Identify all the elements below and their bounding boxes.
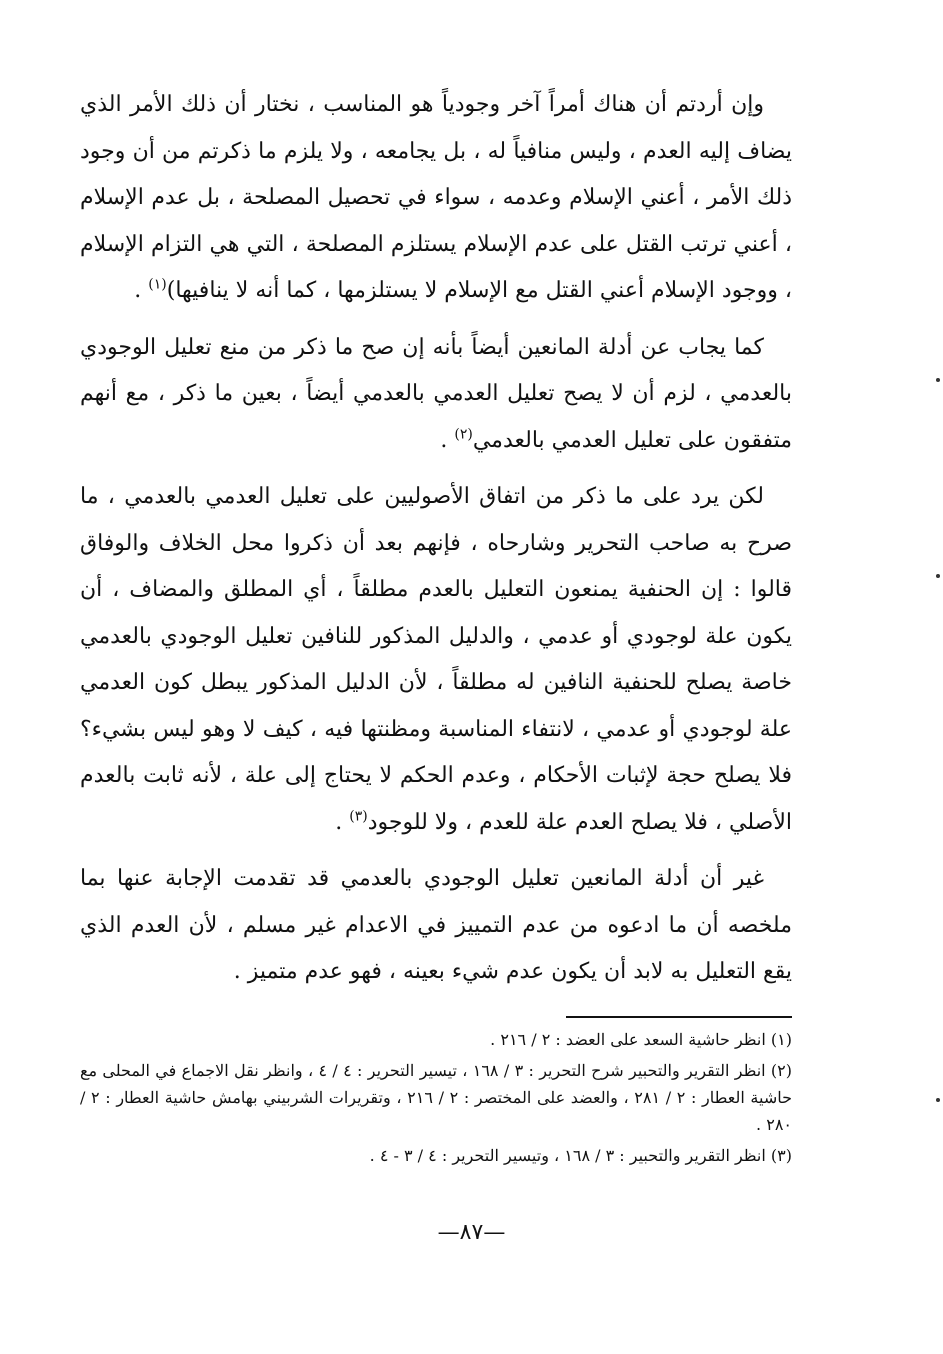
footnote-divider <box>566 1016 792 1018</box>
margin-speck <box>936 1098 940 1102</box>
page-number: —٨٧— <box>437 1220 506 1245</box>
paragraph-1 <box>80 82 792 315</box>
paragraph-3 <box>80 474 792 846</box>
footnote-ref-3: (٣) <box>349 808 368 825</box>
paragraph-2-end: . <box>440 427 455 453</box>
main-text <box>80 82 792 1006</box>
margin-speck <box>936 378 940 382</box>
footnote-ref-1: (١) <box>148 276 167 293</box>
paragraph-2-text: كما يجاب عن أدلة المانعين أيضاً بأنه إن صح ما ذكر من منع تعليل الوجودي بالعدمي ، لزم أن لا يصح تعليل العدمي بالعدمي أيضاً ، بعين ما ذكر ، مع أنهم متفقون على تعليل العدمي بالعدمي <box>80 334 792 453</box>
footnote-2: (٢) انظر التقرير والتحبير شرح التحرير : ٣ / ١٦٨ ، تيسير التحرير : ٤ / ٤ ، وانظر نقل الاجماع في المحلى مع حاشية العطار : ٢ / ٢٨١ ، والعضد على المختصر : ٢ / ٢١٦ ، وتقريرات الشربيني بهامش حاشية العطار : ٢ / ٢٨٠ . <box>80 1061 793 1134</box>
paragraph-3-end: . <box>335 809 350 835</box>
margin-speck <box>936 574 940 578</box>
paragraph-1-end: . <box>134 278 149 303</box>
paragraph-4-text: غير أن أدلة المانعين تعليل الوجودي بالعدمي قد تقدمت الإجابة عنها بما ملخصه أن ما ادعوه من عدم التمييز في الاعدام غير مسلم ، لأن العدم الذي يقع التعليل به لابد أن يكون عدم شيء بعينه ، فهو عدم متميز . <box>80 866 792 984</box>
paragraph-4 <box>80 856 792 996</box>
paragraph-1-text: وإن أردتم أن هناك أمراً آخر وجودياً هو المناسب ، نختار أن ذلك الأمر الذي يضاف إليه العدم ، وليس منافياً له ، بل يجامعه ، ولا يلزم ما ذكرتم من أن وجود ذلك الأمر ، أعني الإسلام وعدمه ، سواء في تحصيل المصلحة ، بل عدم الإسلام ، أعني ترتب القتل على عدم الإسلام يستلزم المصلحة ، التي هي التزام الإسلام ، ووجود الإسلام أعني القتل مع الإسلام لا يستلزمها ، كما أنه لا ينافيها) <box>80 92 792 303</box>
footnotes <box>80 1026 792 1173</box>
footnote-3: (٣) انظر التقرير والتحبير : ٣ / ١٦٨ ، وتيسير التحرير : ٤ / ٣ - ٤ . <box>369 1146 792 1165</box>
paragraph-3-text: لكن يرد على ما ذكر من اتفاق الأصوليين على تعليل العدمي بالعدمي ، ما صرح به صاحب التحرير وشارحاه ، فإنهم بعد أن ذكروا محل الخلاف والوفاق قالوا : إن الحنفية يمنعون التعليل بالعدم مطلقاً ، أي المطلق والمضاف ، أن يكون علة لوجودي أو عدمي ، والدليل المذكور للنافين تعليل الوجودي بالعدمي خاصة يصلح للحنفية النافين له مطلقاً ، لأن الدليل المذكور يبطل كون العدمي علة لوجودي أو عدمي ، لانتفاء المناسبة ومظنتها فيه ، كيف لا وهو ليس بشيء؟ فلا يصلح حجة لإثبات الأحكام ، وعدم الحكم لا يحتاج إلى علة ، لأنه ثابت بالعدم الأصلي ، فلا يصلح العدم علة للعدم ، ولا للوجود <box>80 484 792 835</box>
footnote-ref-2: (٢) <box>454 426 473 443</box>
footnote-1: (١) انظر حاشية السعد على العضد : ٢ / ٢١٦ . <box>490 1030 792 1049</box>
paragraph-2 <box>80 325 792 465</box>
